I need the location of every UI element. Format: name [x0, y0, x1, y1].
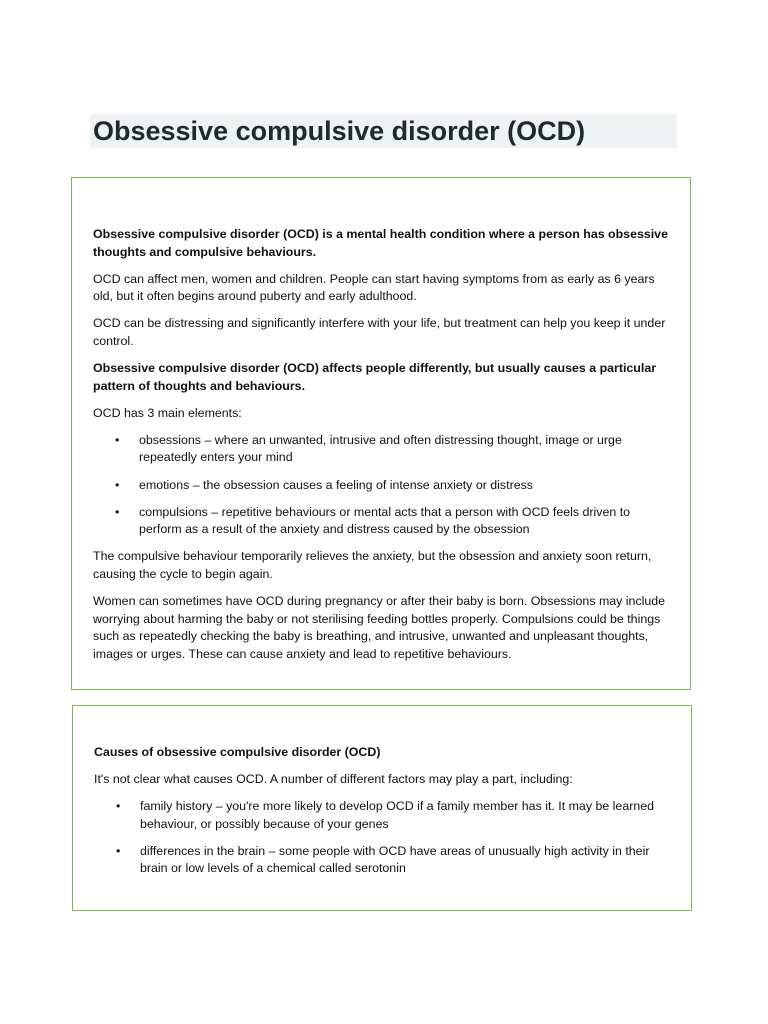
list-item-text: family history – you're more likely to develop OCD if a family member has it. It may be learned behaviour, or possibly because of your genes	[140, 799, 655, 831]
list-item	[93, 432, 673, 467]
title-banner	[90, 114, 677, 148]
overview-content	[93, 226, 673, 673]
bullet-icon: •	[115, 432, 120, 447]
bullet-icon: •	[115, 477, 120, 492]
causes-box	[72, 705, 692, 911]
page-title: Obsessive compulsive disorder (OCD)	[93, 116, 586, 146]
distress-paragraph: OCD can be distressing and significantly interfere with your life, but treatment can help you keep it under control.	[93, 316, 666, 348]
bullet-icon: •	[115, 504, 120, 519]
list-item-text: compulsions – repetitive behaviours or mental acts that a person with OCD feels driven to perform as a result of the anxiety and distress caused by the obsession	[139, 504, 631, 537]
elements-intro: OCD has 3 main elements:	[93, 405, 242, 420]
list-item	[94, 798, 674, 833]
pregnancy-paragraph: Women can sometimes have OCD during pregnancy or after their baby is born. Obsessions may include worrying about harming the baby or not sterilising feeding bottles properly. Compulsions could be things such as repeatedly checking the baby is breathing, and intrusive, unwanted and unpleasant thoughts, images or urges. These can cause anxiety and lead to repetitive behaviours.	[93, 594, 666, 661]
list-item-text: differences in the brain – some people with OCD have areas of unusually high activity in their brain or low levels of a chemical called serotonin	[140, 843, 650, 876]
pattern-bold-paragraph: Obsessive compulsive disorder (OCD) affects people differently, but usually causes a particular pattern of thoughts and behaviours.	[93, 361, 657, 393]
cycle-paragraph: The compulsive behaviour temporarily relieves the anxiety, but the obsession and anxiety soon return, causing the cycle to begin again.	[93, 549, 652, 581]
elements-list	[93, 432, 673, 539]
affect-paragraph: OCD can affect men, women and children. People can start having symptoms from as early as 6 years old, but it often begins around puberty and early adulthood.	[93, 271, 655, 304]
bullet-icon: •	[116, 843, 121, 858]
list-item	[94, 843, 674, 878]
overview-box	[71, 177, 691, 690]
bullet-icon: •	[116, 799, 121, 814]
list-item-text: obsessions – where an unwanted, intrusive and often distressing thought, image or urge repeatedly enters your mind	[139, 432, 622, 465]
intro-bold-paragraph: Obsessive compulsive disorder (OCD) is a mental health condition where a person has obsessive thoughts and compulsive behaviours.	[93, 227, 668, 259]
list-item	[93, 504, 673, 539]
list-item	[93, 477, 673, 495]
causes-heading: Causes of obsessive compulsive disorder (OCD)	[94, 745, 381, 759]
causes-list	[94, 798, 674, 878]
causes-content	[94, 744, 674, 888]
list-item-text: emotions – the obsession causes a feeling of intense anxiety or distress	[139, 477, 533, 492]
causes-intro: It's not clear what causes OCD. A number of different factors may play a part, including:	[94, 772, 573, 787]
